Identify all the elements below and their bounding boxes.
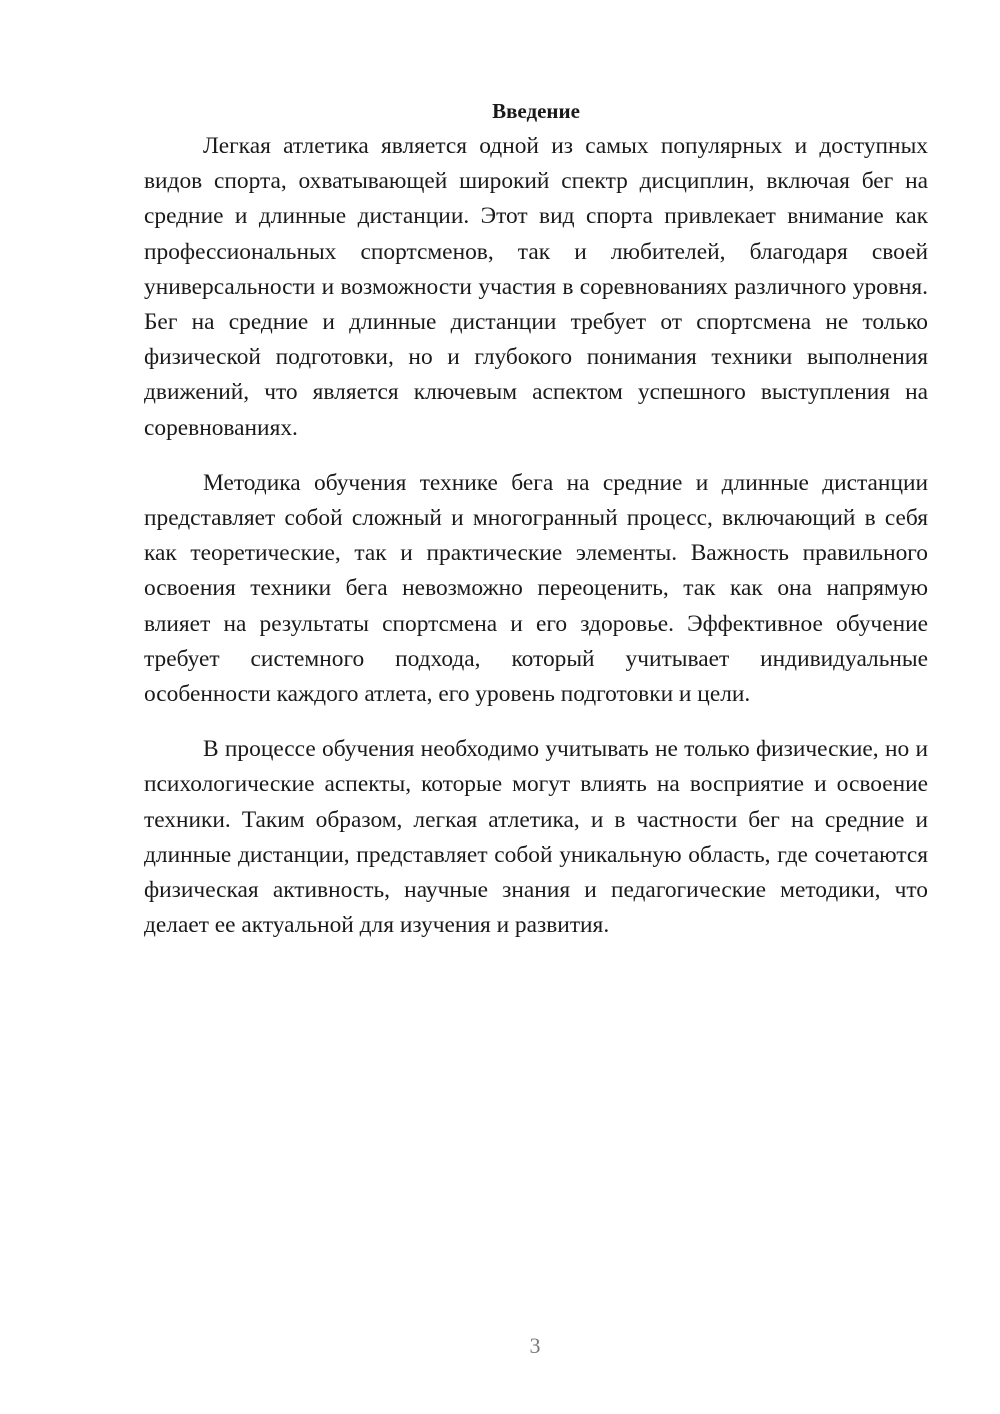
paragraph-1: Легкая атлетика является одной из самых популярных и доступных видов спорта, охватывающей широкий спектр дисциплин, включая бег на средние и длинные дистанции. Этот вид спорта привлекает внимание как профессиональных спортсменов, так и любителей, благодаря своей универсальности и возможности участия в соревнованиях различного уровня. Бег на средние и длинные дистанции требует от спортсмена не только физической подготовки, но и глубокого понимания техники выполнения движений, что является ключевым аспектом успешного выступления на соревнованиях.	[144, 133, 928, 441]
page-content	[144, 94, 928, 963]
page-number: 3	[529, 1333, 541, 1358]
paragraph-2: Методика обучения технике бега на средние и длинные дистанции представляет собой сложный и многогранный процесс, включающий в себя как теоретические, так и практические элементы. Важность правильного освоения техники бега невозможно переоценить, так как она напрямую влияет на результаты спортсмена и его здоровье. Эффективное обучение требует системного подхода, который учитывает индивидуальные особенности каждого атлета, его уровень подготовки и цели.	[144, 469, 928, 708]
paragraph-3: В процессе обучения необходимо учитывать не только физические, но и психологические аспекты, которые могут влиять на восприятие и освоение техники. Таким образом, легкая атлетика, и в частности бег на средние и длинные дистанции, представляет собой уникальную область, где сочетаются физическая активность, научные знания и педагогические методики, что делает ее актуальной для изучения и развития.	[144, 736, 928, 939]
section-title: Введение	[492, 99, 580, 123]
